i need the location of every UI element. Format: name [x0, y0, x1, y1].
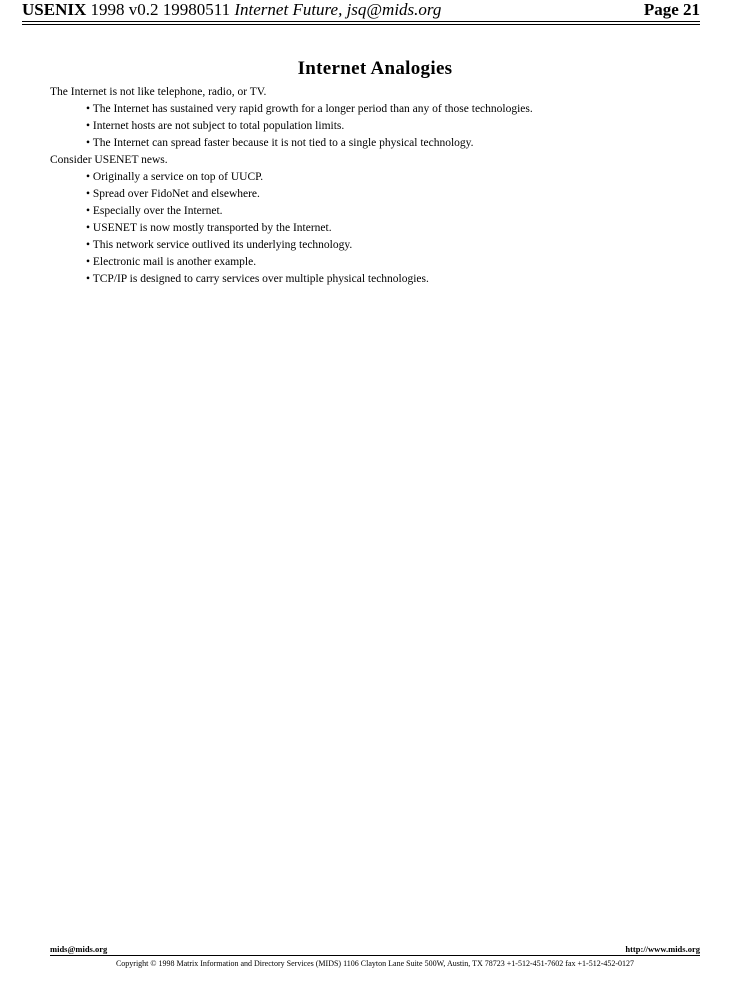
- running-header: [22, 0, 700, 20]
- section-intro-analogy: The Internet is not like telephone, radio, or TV.: [50, 86, 267, 98]
- bullet-item: • The Internet can spread faster because it is not tied to a single physical technology.: [86, 137, 474, 149]
- header-rule-top: [22, 21, 700, 22]
- header-rule-bottom: [22, 24, 700, 25]
- copyright-notice: Copyright © 1998 Matrix Information and Directory Services (MIDS) 1106 Clayton Lane Suite 500W, Austin, TX 78723 +1-512-451-7602 fax +1-512-452-0127: [115, 959, 635, 968]
- slide-body: [50, 84, 710, 288]
- footer-url: http://www.mids.org: [625, 944, 700, 954]
- header-info: 1998 v0.2 19980511: [90, 0, 231, 19]
- bullet-item: • Spread over FidoNet and elsewhere.: [86, 188, 260, 200]
- bullet-item: • TCP/IP is designed to carry services over multiple physical technologies.: [86, 273, 429, 285]
- bullet-item: • This network service outlived its underlying technology.: [86, 239, 353, 251]
- bullet-item: • USENET is now mostly transported by the Internet.: [86, 222, 332, 234]
- header-conference: USENIX: [22, 0, 87, 19]
- bullet-item: • Internet hosts are not subject to total population limits.: [86, 120, 345, 132]
- slide-title: Internet Analogies: [297, 58, 453, 79]
- footer-rule: [50, 955, 700, 956]
- bullet-item: • Especially over the Internet.: [86, 205, 223, 217]
- header-subject: Internet Future, jsq@mids.org: [234, 0, 442, 19]
- bullet-item: • The Internet has sustained very rapid growth for a longer period than any of those technologies.: [86, 103, 533, 115]
- footer-email: mids@mids.org: [50, 944, 108, 954]
- section-intro-usenet: Consider USENET news.: [50, 154, 168, 166]
- page-number: Page 21: [643, 0, 700, 19]
- bullet-item: • Originally a service on top of UUCP.: [86, 171, 264, 183]
- bullet-item: • Electronic mail is another example.: [86, 256, 257, 268]
